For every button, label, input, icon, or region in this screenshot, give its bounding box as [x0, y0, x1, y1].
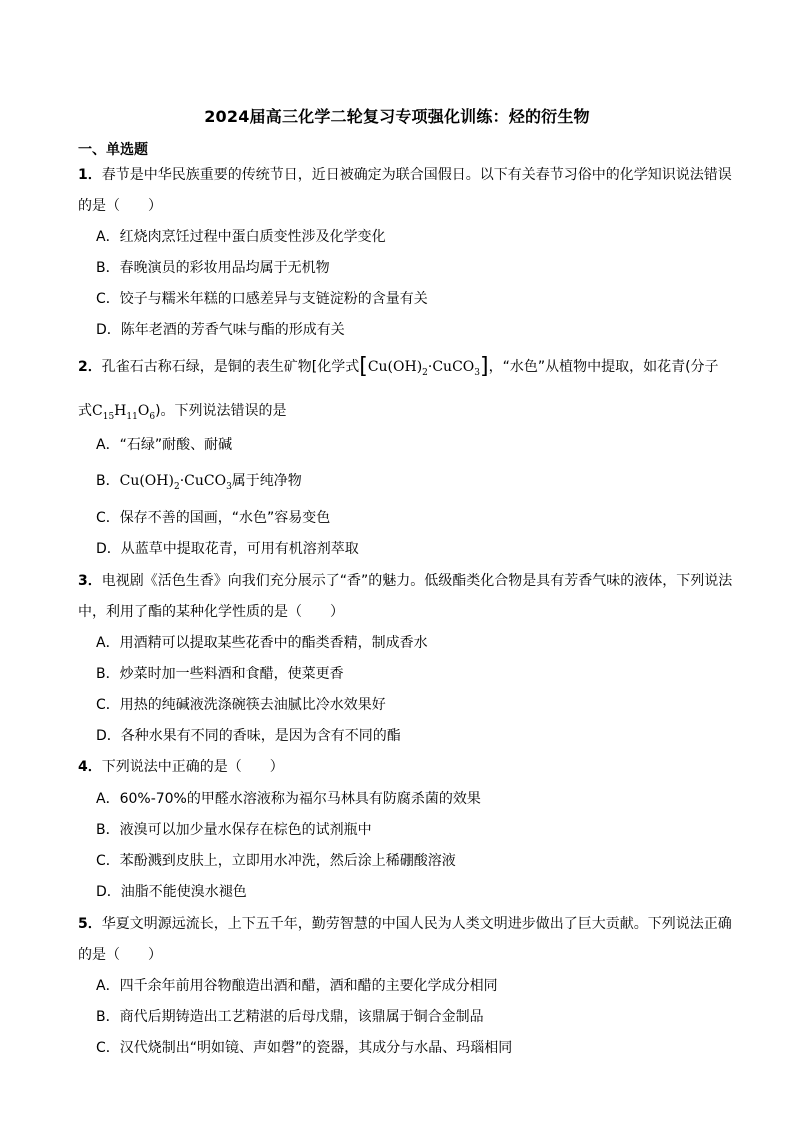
question-stem: 春节是中华民族重要的传统节日，近日被确定为联合国假日。以下有关春节习俗中的化学知识说法错误的是（ ）: [78, 167, 732, 214]
question-4: [78, 752, 738, 783]
option-b: B．炒菜时加一些料酒和食醋，使菜更香: [96, 666, 344, 682]
question-stem: 电视剧《活色生香》向我们充分展示了“香”的魅力。低级酯类化合物是具有芳香气味的液体，下列说法中，利用了酯的某种化学性质的是（ ）: [78, 573, 733, 620]
option-b: B．春晚演员的彩妆用品均属于无机物: [96, 260, 330, 276]
question-number: 3．: [78, 573, 102, 589]
question-3: [78, 566, 738, 628]
option-d: D．各种水果有不同的香味，是因为含有不同的酯: [96, 728, 401, 744]
question-stem-part: )。下列说法错误的是: [155, 403, 287, 419]
question-2-line2: [78, 396, 738, 433]
question-number: 2．: [78, 359, 102, 375]
question-1: [78, 160, 738, 222]
question-number: 5．: [78, 916, 102, 932]
formula: $C_{15}H_{11}O_6$: [92, 403, 156, 422]
question-number: 4．: [78, 759, 102, 775]
option-d: D．陈年老酒的芳香气味与酯的形成有关: [96, 322, 345, 338]
option-c: C．用热的纯碱液洗涤碗筷去油腻比冷水效果好: [96, 697, 386, 713]
option-d: D．油脂不能使溴水褪色: [96, 884, 247, 900]
formula: $Cu(OH)_2\cdot CuCO_3$: [367, 359, 480, 378]
option-c: C．饺子与糯米年糕的口感差异与支链淀粉的含量有关: [96, 291, 428, 307]
question-stem: 华夏文明源远流长，上下五千年，勤劳智慧的中国人民为人类文明进步做出了巨大贡献。下列说法正确的是（ ）: [78, 916, 732, 963]
option-a: A．红烧肉烹饪过程中蛋白质变性涉及化学变化: [96, 229, 386, 245]
section-heading: 一、单选题: [78, 142, 148, 158]
option-b: B．商代后期铸造出工艺精湛的后母戊鼎，该鼎属于铜合金制品: [96, 1009, 484, 1025]
question-2: [78, 352, 738, 389]
option-a: A．四千余年前用谷物酿造出酒和醋，酒和醋的主要化学成分相同: [96, 978, 498, 994]
question-stem: 下列说法中正确的是（ ）: [101, 759, 284, 775]
option-a: A．用酒精可以提取某些花香中的酯类香精，制成香水: [96, 635, 428, 651]
formula: $Cu(OH)_2\cdot CuCO_3$: [119, 473, 232, 492]
bracket-left: [: [359, 354, 368, 379]
question-5: [78, 909, 738, 971]
question-stem-part: 式: [78, 403, 92, 419]
option-c: C．苯酚溅到皮肤上，立即用水冲洗，然后涂上稀硼酸溶液: [96, 853, 456, 869]
option-b: B．液溴可以加少量水保存在棕色的试剂瓶中: [96, 822, 372, 838]
option-b: B．$Cu(OH)_2\cdot CuCO_3$属于纯净物: [96, 473, 302, 492]
page-title: 2024届高三化学二轮复习专项强化训练：烃的衍生物: [204, 107, 590, 126]
option-c: C．保存不善的国画，“水色”容易变色: [96, 510, 331, 526]
bracket-right: ]: [480, 354, 489, 379]
option-a: A．60%-70%的甲醛水溶液称为福尔马林具有防腐杀菌的效果: [96, 791, 481, 807]
question-stem-part: 孔雀石古称石绿，是铜的表生矿物[化学式: [101, 359, 360, 375]
question-stem-part: ，“水色”从植物中提取，如花青(分子: [488, 359, 719, 375]
option-d: D．从蓝草中提取花青，可用有机溶剂萃取: [96, 541, 359, 557]
option-c: C．汉代烧制出“明如镜、声如磬”的瓷器，其成分与水晶、玛瑙相同: [96, 1040, 513, 1056]
question-number: 1．: [78, 167, 102, 183]
option-a: A．“石绿”耐酸、耐碱: [96, 437, 233, 453]
